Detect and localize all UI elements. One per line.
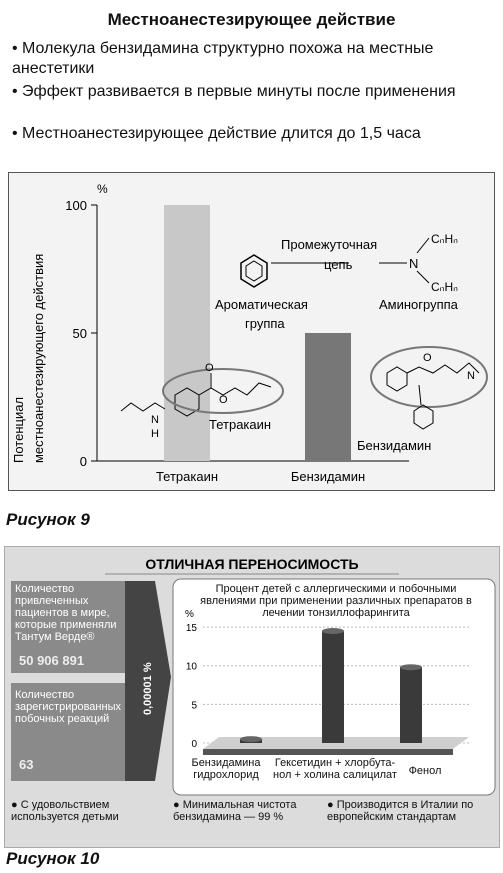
cat-label-2: [271, 757, 399, 781]
y-axis-label-1: Потенциал: [11, 396, 26, 463]
benzydamine-n-atom: N: [467, 370, 475, 382]
y-tick-label: 10: [185, 661, 197, 673]
chain-label: цепь: [324, 257, 353, 272]
y-tick-label: 5: [191, 700, 197, 712]
benzydamine-label: Бензидамин: [357, 438, 432, 453]
page-title: Местноанестезирующее действие: [107, 10, 396, 29]
y-tick-label: 50: [72, 326, 87, 341]
intermediate-label: Промежуточная: [281, 237, 378, 252]
cat-label-2-line-1: Гекcетидин + хлорбута-: [274, 757, 396, 769]
x-tick-label: Бензидамин: [290, 469, 366, 484]
amine-bond-2: [417, 271, 429, 283]
bar-1: [164, 205, 210, 461]
y-tick-label: 0: [191, 739, 197, 750]
fig10-bar-top-3: [400, 664, 422, 670]
fig10-header: ОТЛИЧНАЯ ПЕРЕНОСИМОСТЬ: [145, 556, 359, 572]
cat-label-3: Фенол: [408, 765, 442, 777]
note-1-text: С удовольствием используется детьми: [11, 799, 119, 823]
chart-title: Процент детей с аллергическими и побочными явлениями при применении различных препаратов в лечении тонзиллофарингита: [200, 583, 472, 619]
fig10-bars: [240, 628, 422, 743]
bullet-1: • Молекула бензидамина структурно похожа на местные анестетики: [12, 40, 434, 77]
bullet-3: • Местноанестезирующее действие длится до 1,5 часа: [12, 125, 421, 142]
cat-label-1-line-2: гидрохлорид: [193, 769, 259, 781]
y-ticks: [65, 198, 97, 469]
benzydamine-o-atom: O: [423, 352, 432, 364]
y-unit: %: [97, 182, 108, 196]
fig10-bar-top-1: [240, 736, 262, 742]
box2-value: 63: [19, 757, 34, 772]
figure-10: [4, 546, 500, 848]
fig10-bar-top-2: [322, 628, 344, 634]
bullet-2: • Эффект развивается в первые минуты после применения: [12, 83, 456, 100]
figure-9-chart: [9, 173, 494, 490]
cat-label-1-line-1: Бензидамина: [191, 757, 261, 769]
tetracaine-o-atom-2: O: [219, 394, 228, 406]
fig10-bar-2: [322, 631, 344, 743]
chart-floor-edge: [203, 749, 453, 755]
note-3-text: Производится в Италии по европейским стандартам: [327, 799, 474, 823]
tetracaine-h-atom: H: [151, 428, 159, 440]
aminogroup-label: Аминогруппа: [379, 297, 458, 312]
x-tick-label: Тетракаин: [155, 469, 219, 484]
note-2-text: Минимальная чистота бензидамина — 99 %: [173, 799, 297, 823]
tetracaine-o-atom-1: O: [205, 362, 214, 374]
arrow-text: 0,00001 %: [142, 662, 154, 715]
tetracaine-n-atom: N: [151, 414, 159, 426]
box1-text: Количество привлеченных пациентов в мире, которые применяли Тантум Верде®: [15, 583, 117, 643]
y-tick-label: 0: [79, 454, 87, 469]
figure-9-caption: Рисунок 9: [6, 510, 90, 529]
aromatic-label: Ароматическая: [215, 297, 308, 312]
note-1: ● С удовольствием используется детьми: [11, 799, 119, 823]
x-labels: [156, 469, 365, 484]
n-atom: N: [409, 256, 419, 271]
cn-group-1: CₙHₙ: [431, 232, 458, 246]
group-label: группа: [245, 316, 285, 331]
y-axis-label-2: местноанестезирующего действия: [31, 253, 46, 463]
box2-text: Количество зарегистрированных побочных реакций: [15, 689, 121, 725]
amine-bond-1: [417, 238, 429, 253]
tetracaine-label: Тетракаин: [209, 417, 272, 432]
y-tick-label: 100: [65, 198, 87, 213]
cat-label-2-line-2: нол + холина салицилат: [273, 769, 397, 781]
note-3: ● Производится в Италии по европейским стандартам: [327, 799, 474, 823]
figure-9: [8, 172, 495, 491]
cat-label-1: [183, 757, 269, 781]
fig10-bar-3: [400, 667, 422, 743]
figure-10-caption: Рисунок 10: [6, 849, 100, 868]
note-2: ● Минимальная чистота бензидамина — 99 %: [173, 799, 297, 823]
box1-value: 50 906 891: [19, 653, 85, 668]
bar-2: [305, 333, 351, 461]
cn-group-2: CₙHₙ: [431, 280, 458, 294]
benzene-diagram: [241, 255, 267, 287]
y-tick-label: 15: [185, 623, 197, 635]
fig10-unit: %: [185, 609, 194, 620]
